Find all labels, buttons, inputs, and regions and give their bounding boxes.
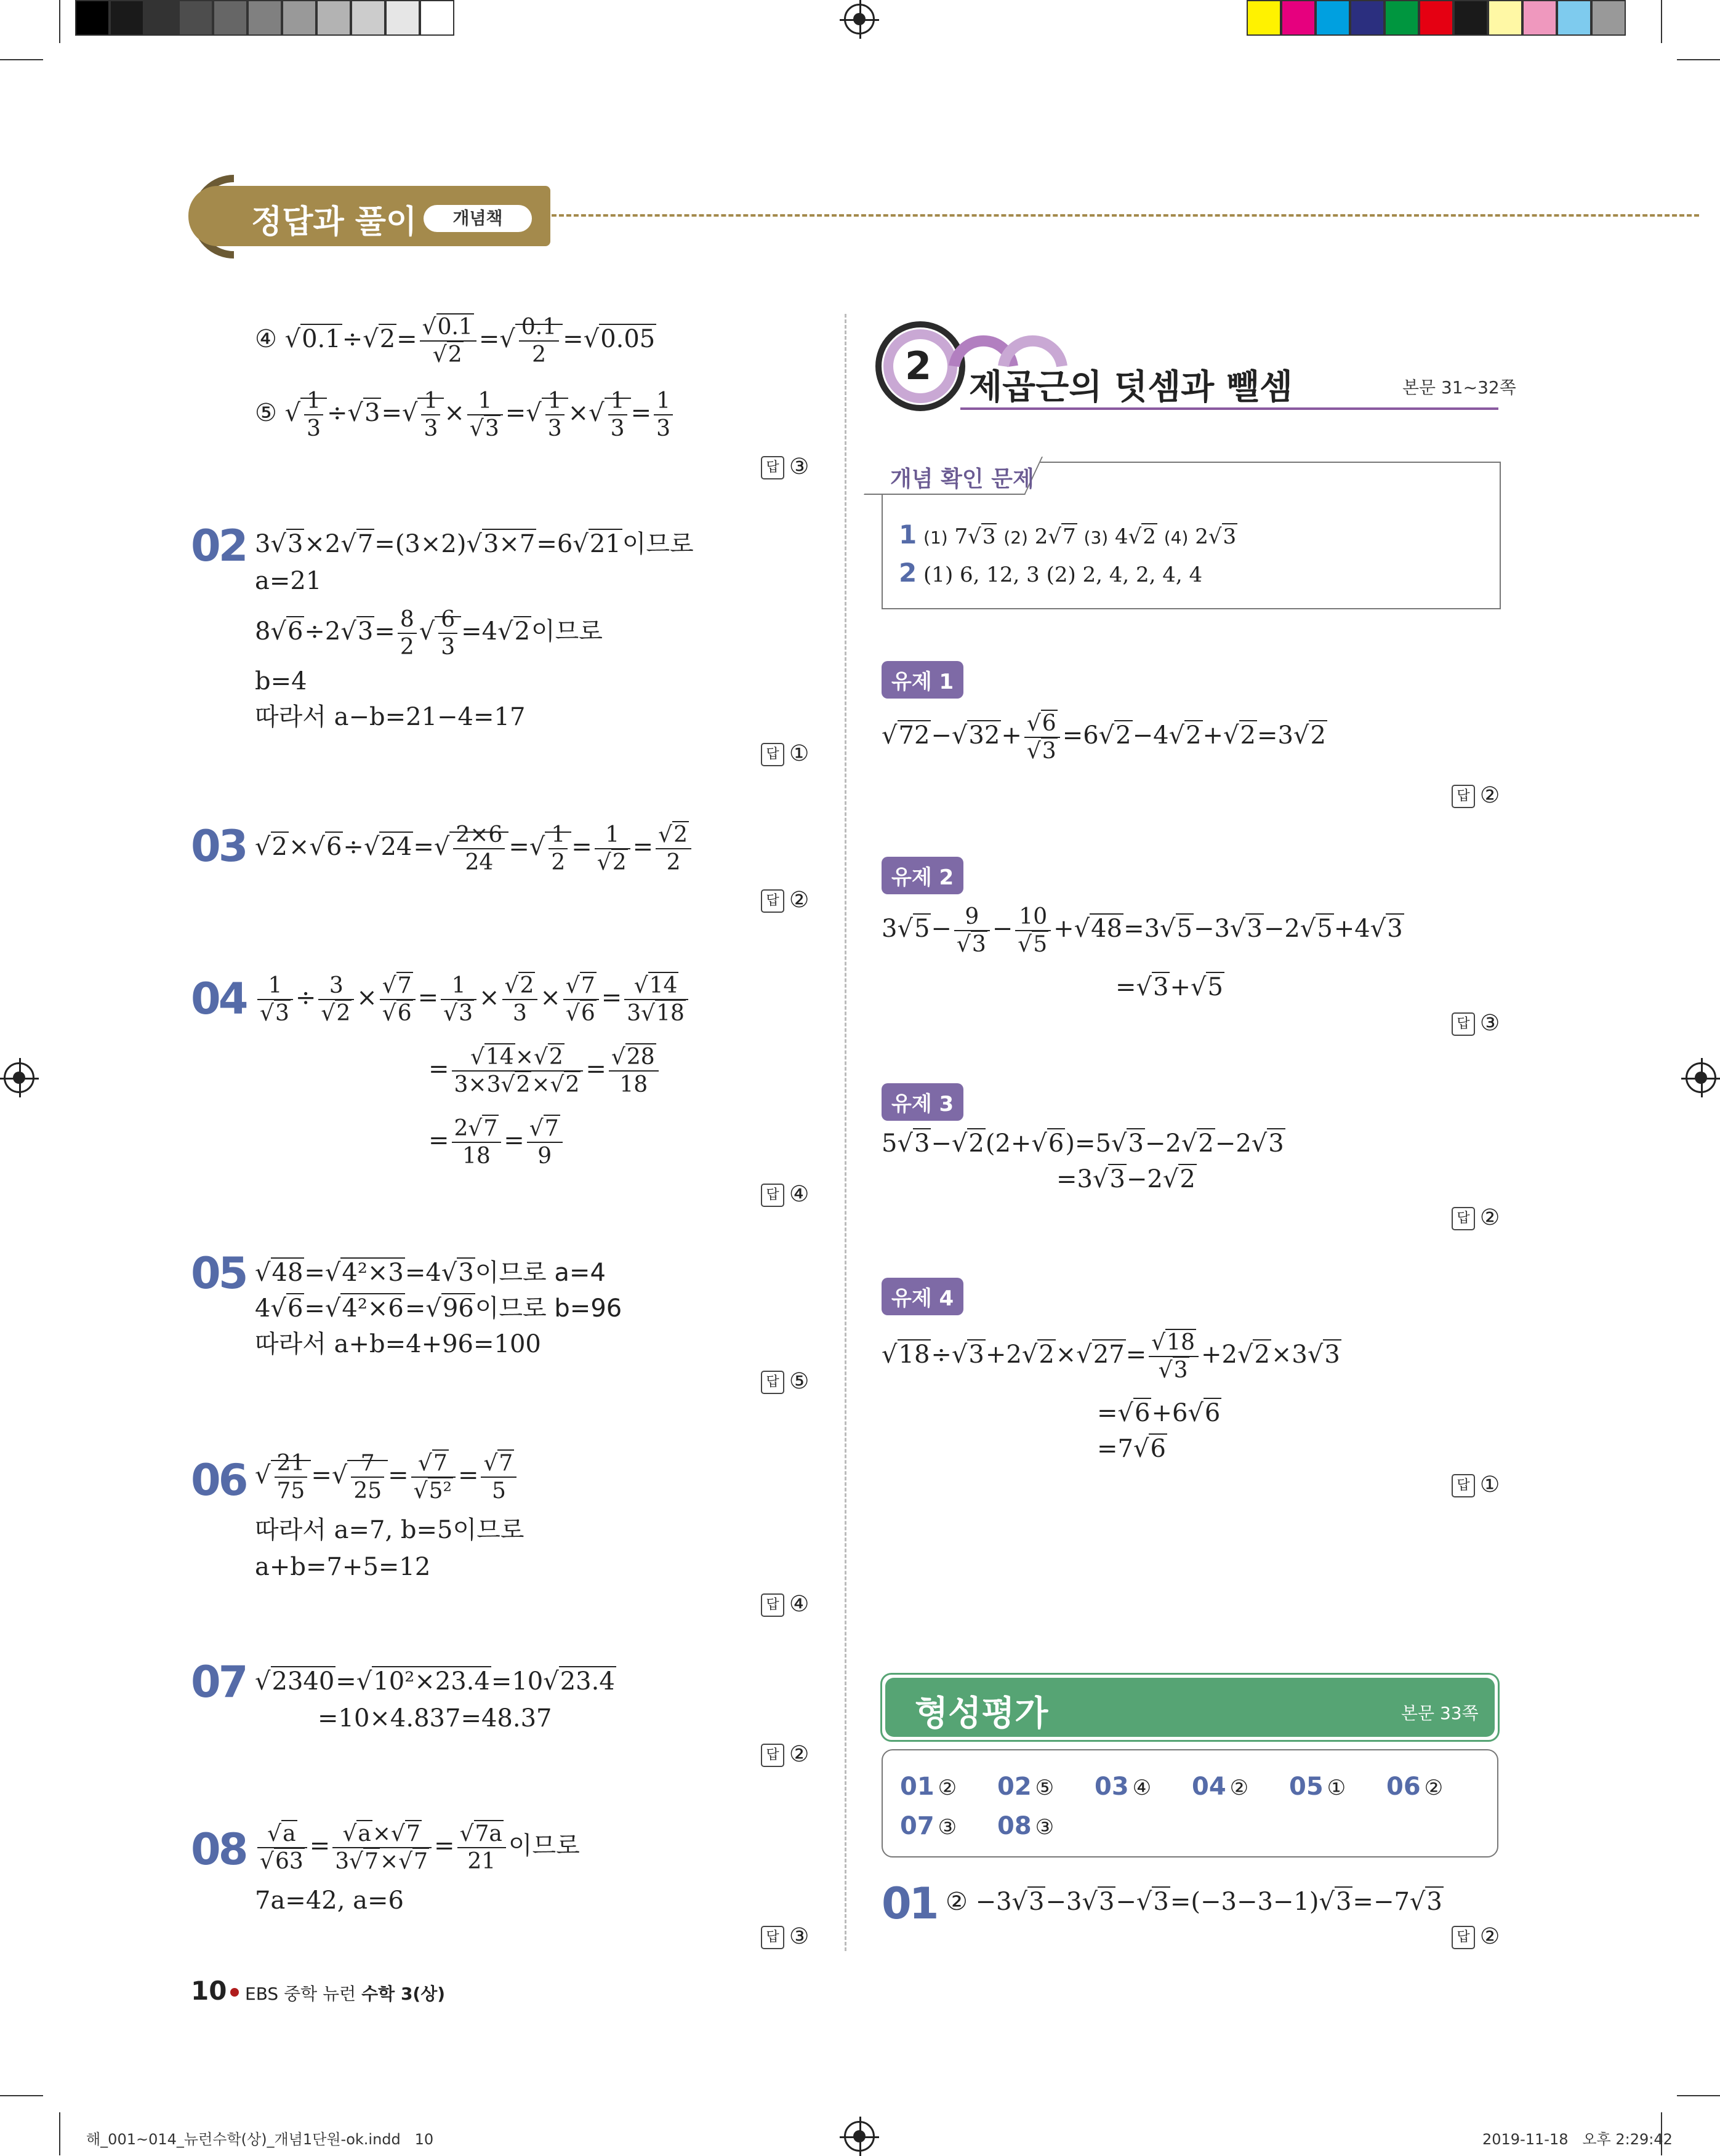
answer-mark: 답 ④ — [761, 1592, 809, 1617]
equation-line: √48=√4²×3=4√3이므로 a=4 — [255, 1259, 606, 1287]
equation-line: 따라서 a=7, b=5이므로 — [255, 1516, 524, 1544]
header-rule — [552, 214, 1699, 217]
answer-mark: 답 ② — [1452, 1205, 1500, 1230]
registration-mark-icon — [1686, 1062, 1716, 1093]
question-number: 07 — [191, 1657, 246, 1707]
section-number: 2 — [905, 343, 932, 388]
registration-mark-icon — [844, 4, 875, 34]
equation-line: ⑤ √ $\frac{1}{3}$ ÷√3=√ $\frac{1}{3}$ × $\frac{1}{√3}$ =√ $\frac{1}{3}$ ×√ $\frac{1}{3}$ = $\frac{1}{3}$ — [255, 388, 675, 442]
crop-mark — [1661, 0, 1662, 43]
equation-line: √72−√32+ $\frac{√6}{√3}$ =6√2−4√2+√2=3√2 — [882, 711, 1326, 764]
crop-mark — [1677, 59, 1720, 60]
assessment-item: 07 ③ — [900, 1812, 957, 1840]
equation-line: = $\frac{√14\times√2}{3\times 3√2\times√2}$ = $\frac{√28}{18}$ — [428, 1044, 661, 1098]
equation-line: √18÷√3+2√2×√27= $\frac{√18}{√3}$ +2√2×3√3 — [882, 1330, 1340, 1384]
equation-line: 7a=42, a=6 — [255, 1886, 404, 1915]
concept-title: 개념 확인 문제 — [890, 467, 1034, 492]
section-rule — [960, 407, 1498, 410]
example-tag: 유제 1 — [882, 661, 963, 699]
equation-line: 5√3−√2(2+√6)=5√3−2√2−2√3 — [882, 1129, 1284, 1158]
page-title: 정답과 풀이 — [251, 204, 417, 241]
equation-line: √2×√6÷√24=√ $\frac{2\times 6}{24}$ =√ $\frac{1}{2}$ = $\frac{1}{√2}$ = $\frac{√2}{2}$ — [255, 822, 694, 876]
book-title: EBS 중학 뉴런 수학 3(상) — [245, 1984, 446, 2004]
answer-mark: 답 ③ — [1452, 1011, 1500, 1036]
example-tag: 유제 3 — [882, 1083, 963, 1121]
example-tag: 유제 2 — [882, 857, 963, 894]
equation-line: =3√3−2√2 — [1056, 1165, 1196, 1193]
crop-mark — [59, 2112, 60, 2155]
column-divider — [845, 314, 846, 1951]
question-number: 05 — [191, 1248, 246, 1299]
assessment-answers-box — [882, 1749, 1498, 1857]
section-badge: 개념책 — [424, 205, 532, 232]
equation-line: b=4 — [255, 667, 307, 695]
answer-mark: 답 ③ — [761, 1924, 809, 1949]
equation-line: =√3+√5 — [1115, 973, 1223, 1001]
answer-mark: 답 ③ — [761, 454, 809, 479]
equation-line: =7√6 — [1097, 1435, 1166, 1463]
question-number: 03 — [191, 821, 246, 872]
equation-line: = $\frac{2√7}{18}$ = $\frac{√7}{9}$ — [428, 1115, 565, 1169]
assessment-item: 06 ② — [1386, 1773, 1444, 1801]
question-number: 06 — [191, 1455, 246, 1505]
question-number: 08 — [191, 1824, 246, 1875]
question-number: 04 — [191, 974, 246, 1024]
section-pages: 본문 31~32쪽 — [1402, 377, 1516, 398]
crop-mark — [59, 0, 60, 43]
equation-line: 따라서 a+b=4+96=100 — [255, 1330, 541, 1358]
page-number: 10 — [191, 1976, 227, 2006]
answer-mark: 답 ④ — [761, 1182, 809, 1207]
equation-line: a+b=7+5=12 — [255, 1553, 431, 1581]
equation-line: =10×4.837=48.37 — [318, 1704, 552, 1733]
assessment-item: 08 ③ — [997, 1812, 1055, 1840]
answer-mark: 답 ⑤ — [761, 1369, 809, 1394]
assessment-title: 형성평가 — [915, 1694, 1048, 1734]
registration-mark-icon — [4, 1062, 34, 1093]
concept-row-2: 2 (1) 6, 12, 3 (2) 2, 4, 2, 4, 4 — [899, 558, 1203, 588]
answer-mark: 답 ② — [1452, 783, 1500, 808]
concept-row-1: 1 (1) 7√3 (2) 2√7 (3) 4√2 (4) 2√3 — [899, 519, 1237, 550]
assessment-item: 02 ⑤ — [997, 1773, 1055, 1801]
equation-line: 4√6=√4²×6=√96이므로 b=96 — [255, 1294, 622, 1323]
section-title: 제곱근의 덧셈과 뺄셈 — [969, 367, 1293, 407]
equation-line: ④ √0.1÷√2= $\frac{√0.1}{√2}$ =√ $\frac{0.1}{2}$ =√0.05 — [255, 315, 656, 368]
equation-line: 3√5− $\frac{9}{√3}$ − $\frac{10}{√5}$ +√48=3√5−3√3−2√5+4√3 — [882, 904, 1403, 958]
assessment-item: 05 ① — [1289, 1773, 1346, 1801]
equation-line: $\frac{1}{√3}$ ÷ $\frac{3}{√2}$ × $\frac{√7}{√6}$ = $\frac{1}{√3}$ × $\frac{√2}{3}$ × $\frac{√7}{√6}$ = $\frac{√14}{3√18}$ — [255, 972, 691, 1027]
answer-mark: 답 ① — [761, 741, 809, 766]
crop-mark — [1677, 2095, 1720, 2096]
example-tag: 유제 4 — [882, 1278, 963, 1315]
equation-line: 따라서 a−b=21−4=17 — [255, 703, 526, 731]
equation-line: $\frac{√a}{√63}$ = $\frac{√a\times√7}{3√7\times√7}$ = $\frac{√7a}{21}$ 이므로 — [255, 1821, 580, 1875]
assessment-pages: 본문 33쪽 — [1401, 1703, 1479, 1723]
answer-mark: 답 ② — [761, 888, 809, 913]
assessment-item: 04 ② — [1192, 1773, 1249, 1801]
equation-line: √2340=√10²×23.4=10√23.4 — [255, 1667, 615, 1696]
crop-mark — [0, 2095, 43, 2096]
question-number: 01 — [882, 1878, 937, 1929]
timestamp: 2019-11-18 오후 2:29:42 — [1482, 2131, 1673, 2148]
equation-line: ② −3√3−3√3−√3=(−3−3−1)√3=−7√3 — [946, 1888, 1442, 1916]
crop-mark — [0, 59, 43, 60]
answer-mark: 답 ② — [1452, 1924, 1500, 1949]
registration-mark-icon — [844, 2121, 875, 2152]
equation-line: =√6+6√6 — [1097, 1399, 1221, 1427]
equation-line: 8√6÷2√3= $\frac{8}{2}$ √ $\frac{6}{3}$ =4√2이므로 — [255, 607, 603, 660]
assessment-item: 01 ② — [900, 1773, 957, 1801]
file-name: 해_001~014_뉴런수학(상)_개념1단원-ok.indd 10 — [86, 2131, 434, 2148]
equation-line: 3√3×2√7=(3×2)√3×7=6√21이므로 — [255, 530, 694, 558]
assessment-item: 03 ④ — [1095, 1773, 1152, 1801]
question-number: 02 — [191, 521, 246, 571]
bullet-icon — [230, 1988, 239, 1997]
answer-mark: 답 ① — [1452, 1472, 1500, 1497]
equation-line: a=21 — [255, 567, 322, 595]
equation-line: √ $\frac{21}{75}$ =√ $\frac{7}{25}$ = $\frac{√7}{\text{√5²}}$ = $\frac{√7}{5}$ — [255, 1450, 519, 1504]
answer-mark: 답 ② — [761, 1742, 809, 1767]
